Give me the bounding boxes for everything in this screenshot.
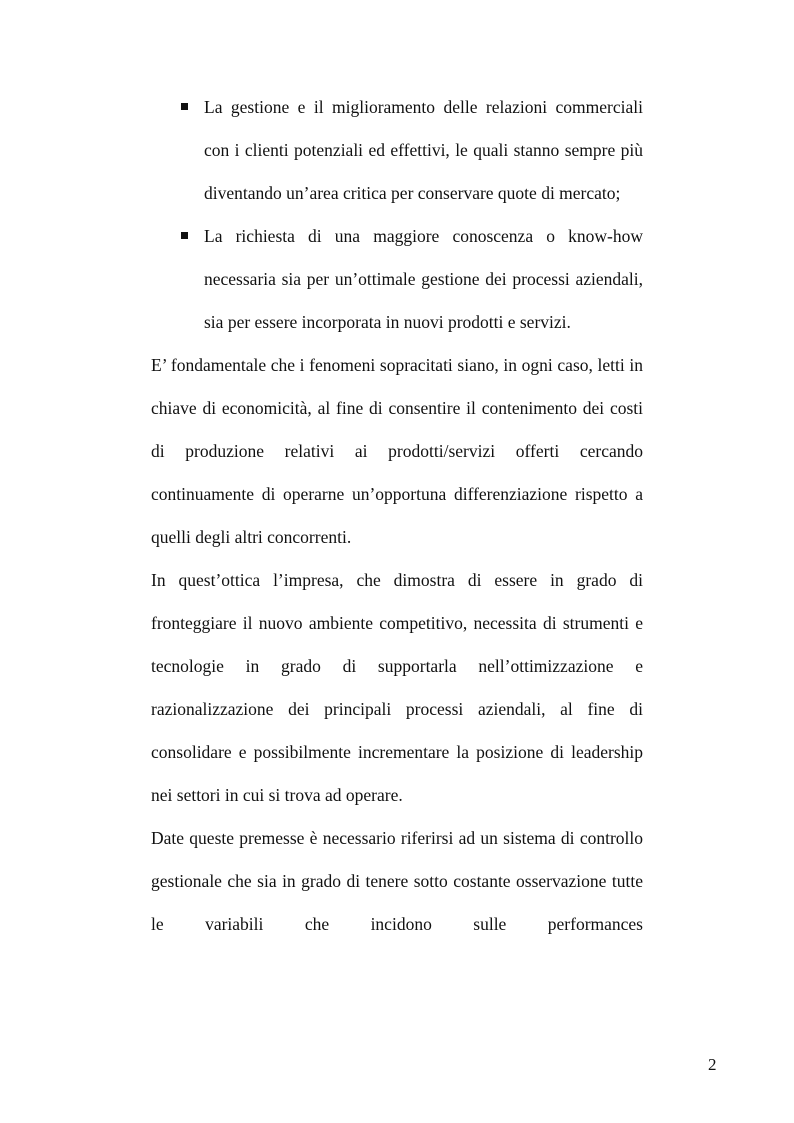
paragraph-impresa: In quest’ottica l’impresa, che dimostra di essere in grado di fronteggiare il nuovo ambiente competitivo, necessita di strumenti e tecnologie in grado di supportarla nell’ottimizzazione e razionalizzazione dei principali processi aziendali, al fine di consolidare e possibilmente incrementare la posizione di leadership nei settori in cui si trova ad operare. (151, 570, 643, 805)
bullet-list (151, 86, 643, 344)
paragraph-economicita: E’ fondamentale che i fenomeni sopracitati siano, in ogni caso, letti in chiave di economicità, al fine di consentire il contenimento dei costi di produzione relativi ai prodotti/servizi offerti cercando continuamente di operarne un’opportuna differenziazione rispetto a quelli degli altri concorrenti. (151, 355, 643, 547)
square-bullet-icon (181, 103, 188, 110)
bullet-item (151, 215, 643, 344)
bullet-item (151, 86, 643, 215)
bullet-text: La richiesta di una maggiore conoscenza o know-how necessaria sia per un’ottimale gestione dei processi aziendali, sia per essere incorporata in nuovi prodotti e servizi. (204, 226, 643, 332)
paragraph-premesse: Date queste premesse è necessario riferirsi ad un sistema di controllo gestionale che sia in grado di tenere sotto costante osservazione tutte le variabili che incidono sulle performances (151, 828, 643, 934)
page-number: 2 (708, 1055, 717, 1074)
bullet-text: La gestione e il miglioramento delle relazioni commerciali con i clienti potenziali ed effettivi, le quali stanno sempre più diventando un’area critica per conservare quote di mercato; (204, 97, 643, 203)
page-body (151, 86, 643, 946)
square-bullet-icon (181, 232, 188, 239)
